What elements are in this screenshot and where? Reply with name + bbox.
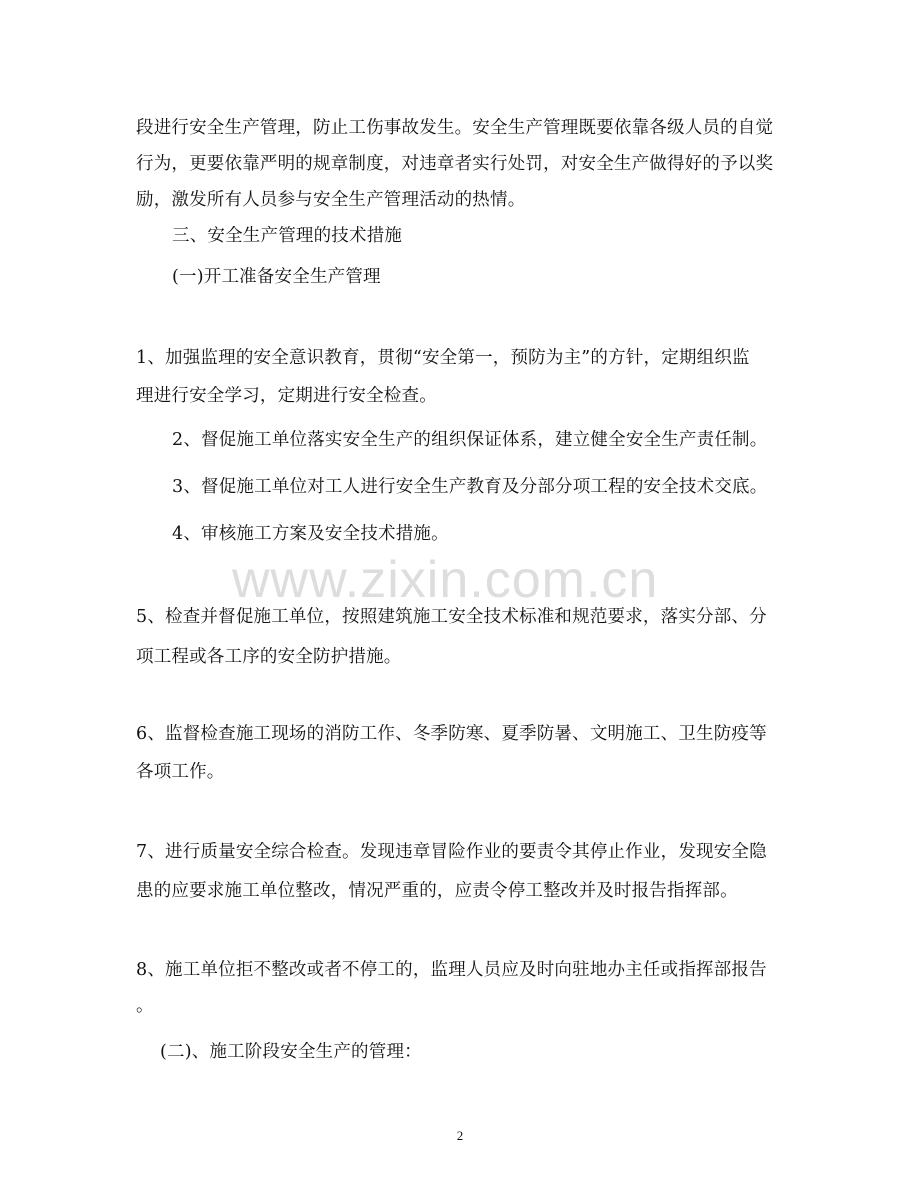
- section-heading: 三、安全生产管理的技术措施: [172, 226, 403, 246]
- list-item-line: 3、督促施工单位对工人进行安全生产教育及分部分项工程的安全技术交底。: [172, 477, 768, 497]
- list-item-line: 5、检查并督促施工单位，按照建筑施工安全技术标准和规范要求，落实分部、分: [136, 607, 767, 627]
- list-item-line: 患的应要求施工单位整改，情况严重的，应责令停工整改并及时报告指挥部。: [136, 881, 738, 901]
- list-item-line: 各项工作。: [136, 762, 225, 782]
- list-item-line: 1、加强监理的安全意识教育，贯彻“安全第一，预防为主”的方针，定期组织监: [136, 348, 750, 368]
- list-item-line: 8、施工单位拒不整改或者不停工的，监理人员应及时向驻地办主任或指挥部报告: [136, 960, 767, 980]
- list-item-line: 。: [136, 996, 154, 1016]
- list-item-line: 7、进行质量安全综合检查。发现违章冒险作业的要责令其停止作业，发现安全隐: [136, 842, 767, 862]
- paragraph-line: 行为，更要依靠严明的规章制度，对违章者实行处罚，对安全生产做得好的予以奖: [136, 154, 774, 174]
- subsection-heading: (一)开工准备安全生产管理: [172, 267, 381, 287]
- list-item-line: 6、监督检查施工现场的消防工作、冬季防寒、夏季防暑、文明施工、卫生防疫等: [136, 724, 767, 744]
- list-item-line: 2、督促施工单位落实安全生产的组织保证体系，建立健全安全生产责任制。: [172, 430, 768, 450]
- paragraph-line: 励，激发所有人员参与安全生产管理活动的热情。: [136, 190, 526, 210]
- list-item-line: 项工程或各工序的安全防护措施。: [136, 647, 402, 667]
- subsection-heading: (二)、施工阶段安全生产的管理：: [160, 1042, 422, 1062]
- paragraph-line: 段进行安全生产管理，防止工伤事故发生。安全生产管理既要依靠各级人员的自觉: [136, 118, 774, 138]
- list-item-line: 4、审核施工方案及安全技术措施。: [172, 524, 449, 544]
- page-number: 2: [456, 1128, 464, 1143]
- list-item-line: 理进行安全学习，定期进行安全检查。: [136, 386, 437, 406]
- watermark: www.zixin.com.cn: [232, 551, 659, 609]
